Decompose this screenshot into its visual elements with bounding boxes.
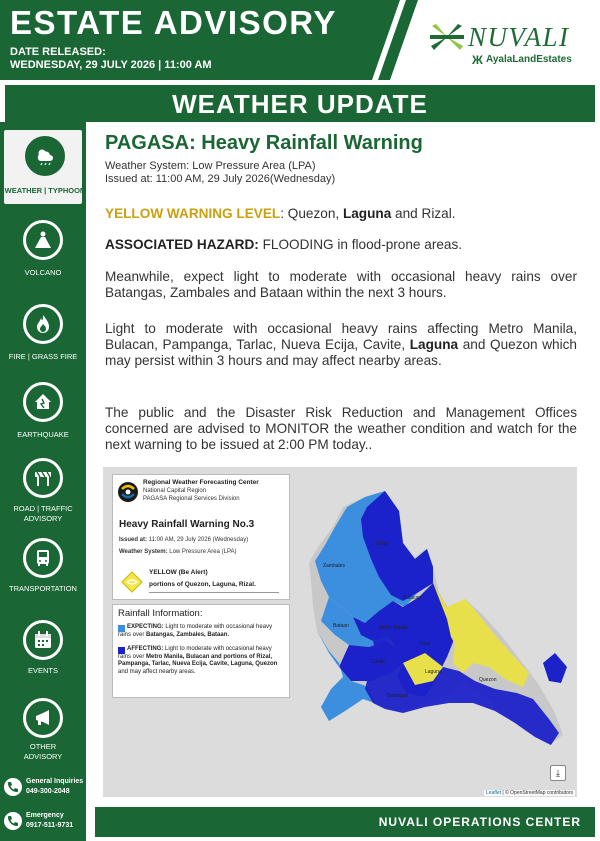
hazard-label: ASSOCIATED HAZARD: xyxy=(105,237,259,252)
contact-general-title: General Inquiries xyxy=(26,778,84,785)
forecast-division: PAGASA Regional Services Division xyxy=(143,496,240,502)
para-light-bold: Laguna xyxy=(409,337,459,352)
affecting-label: AFFECTING: xyxy=(127,646,164,652)
sidebar-label-other: OTHER ADVISORY xyxy=(23,742,63,761)
advisory-content xyxy=(95,122,595,805)
expecting-label: EXPECTING: xyxy=(127,624,164,630)
download-icon[interactable]: ⤓ xyxy=(550,765,566,781)
hazard-text: FLOODING in flood-prone areas. xyxy=(258,237,463,252)
sidebar-label-road: ROAD | TRAFFIC ADVISORY xyxy=(13,504,73,523)
rainfall-info-title: Rainfall Information: xyxy=(118,608,203,619)
sidebar-label-weather: WEATHER | TYPHOON xyxy=(4,186,86,195)
sidebar-label-events: EVENTS xyxy=(27,666,58,675)
contact-emergency-title: Emergency xyxy=(26,812,64,819)
contact-emergency-number: 0917-511-9731 xyxy=(26,822,74,829)
issued-at: Issued at: 11:00 AM, 29 July 2026(Wednesday) xyxy=(105,173,336,185)
para-light-pre: Light to moderate with occasional heavy rains affecting Metro Manila, Bulacan, Pampanga, Tarlac, Nueva Ecija, Cavite, xyxy=(105,321,577,352)
rainfall-info-box xyxy=(112,604,290,698)
forecast-region: National Capital Region xyxy=(143,488,207,494)
hazard-line xyxy=(105,237,577,253)
map-issued-label: Issued at: xyxy=(119,537,148,543)
yellow-alert-desc: portions of Quezon, Laguna, Rizal. xyxy=(149,581,256,588)
yellow-alert-title: YELLOW (Be Alert) xyxy=(149,569,208,576)
sidebar-item-other[interactable] xyxy=(2,696,84,760)
expecting-bold: Batangas, Zambales, Bataan. xyxy=(146,631,230,638)
earthquake-icon xyxy=(23,382,63,422)
header-title: ESTATE ADVISORY xyxy=(10,4,337,41)
sidebar-label-earthquake: EARTHQUAKE xyxy=(17,430,69,439)
sidebar-item-transportation[interactable] xyxy=(2,536,84,596)
weather-icon xyxy=(25,136,65,176)
yellow-alert-icon xyxy=(121,571,143,593)
para-light-post: and Quezon which may persist within 3 hours and may affect nearby areas. xyxy=(105,337,577,368)
sidebar-item-earthquake[interactable] xyxy=(2,380,84,444)
volcano-icon xyxy=(23,220,63,260)
affecting-bold: Metro Manila, Bulacan and portions of Rizal, Pampanga, Tarlac, Nueva Ecija, Cavite, Laguna, Quezon xyxy=(118,653,278,667)
warning-level-label: YELLOW WARNING LEVEL xyxy=(105,206,281,221)
warning-info-box xyxy=(112,474,290,600)
phone-icon xyxy=(4,812,22,830)
sidebar-item-volcano[interactable] xyxy=(2,218,84,282)
header xyxy=(0,0,600,80)
contact-general-number: 049-300-2048 xyxy=(26,788,70,795)
map-label-metro-manila: Metro Manila xyxy=(379,625,408,631)
sidebar-item-weather[interactable] xyxy=(2,128,84,206)
affecting-post: and may affect nearby areas. xyxy=(118,668,196,675)
map-label-cavite: Cavite xyxy=(371,659,386,665)
paragraph-light xyxy=(105,321,577,369)
sidebar-item-events[interactable] xyxy=(2,618,84,678)
affecting-body: Light to moderate with occasional heavy rains over xyxy=(118,646,272,660)
banner-title: WEATHER UPDATE xyxy=(172,89,428,119)
fire-icon xyxy=(23,304,63,344)
warning-level-line xyxy=(105,206,577,222)
divider xyxy=(149,592,279,593)
warning-areas-pre: : Quezon, xyxy=(280,206,343,221)
nuvali-leaf-icon xyxy=(428,20,466,54)
sidebar-item-road[interactable] xyxy=(2,456,84,523)
map-label-batangas: Batangas xyxy=(387,693,409,699)
nuvali-logo xyxy=(428,18,588,70)
map-issued xyxy=(119,537,248,543)
contact-general[interactable] xyxy=(4,778,86,800)
affecting-text xyxy=(118,646,286,676)
release-label: DATE RELEASED: xyxy=(10,46,106,58)
map-label-bulacan: Bulacan xyxy=(403,595,422,601)
ayala-mark-icon: Ж xyxy=(472,53,483,67)
map-label-quezon: Quezon xyxy=(479,677,497,683)
rainfall-map[interactable] xyxy=(103,467,577,797)
contact-emergency[interactable] xyxy=(4,812,86,834)
road-icon xyxy=(23,458,63,498)
map-label-bataan: Bataan xyxy=(333,623,349,629)
expecting-text xyxy=(118,624,286,639)
warning-areas-post: and Rizal. xyxy=(391,206,456,221)
pagasa-logo-icon xyxy=(117,481,139,503)
calendar-icon xyxy=(23,620,63,660)
map-label-laguna: Laguna xyxy=(425,669,442,675)
sidebar xyxy=(0,122,86,841)
sidebar-item-fire[interactable] xyxy=(2,302,84,366)
paragraph-public: The public and the Disaster Risk Reduction and Management Offices concerned are advised to MONITOR the weather condition and watch for the next warning to be issued at 2:00 PM today.. xyxy=(105,405,577,452)
forecast-center-name: Regional Weather Forecasting Center xyxy=(143,479,259,486)
sidebar-label-fire: FIRE | GRASS FIRE xyxy=(8,352,78,361)
footer-text: NUVALI OPERATIONS CENTER xyxy=(378,815,581,829)
brand-sub: AyalaLandEstates xyxy=(486,54,572,65)
release-value: WEDNESDAY, 29 JULY 2026 | 11:00 AM xyxy=(10,59,212,71)
weather-update-banner xyxy=(5,82,595,122)
megaphone-icon xyxy=(23,698,63,738)
release-info xyxy=(10,46,212,72)
sidebar-label-transportation: TRANSPORTATION xyxy=(9,584,77,593)
warning-areas-bold: Laguna xyxy=(342,206,392,221)
phone-icon xyxy=(4,778,22,796)
osm-attribution: | © OpenStreetMap contributors xyxy=(501,790,573,796)
map-attribution xyxy=(484,790,575,796)
map-label-zambales: Zambales xyxy=(323,563,345,569)
bus-icon xyxy=(23,538,63,578)
map-issued-value: 11:00 AM, 29 July 2026 (Wednesday) xyxy=(147,537,249,543)
footer xyxy=(95,807,595,837)
weather-system: Weather System: Low Pressure Area (LPA) xyxy=(105,160,316,172)
map-label-tarlac: Tarlac xyxy=(375,541,389,547)
map-label-rizal: Rizal xyxy=(419,641,431,647)
map-system xyxy=(119,549,237,555)
paragraph-meanwhile: Meanwhile, expect light to moderate with occasional heavy rains over Batangas, Zambales and Bataan within the next 3 hours. xyxy=(105,269,577,300)
leaflet-link[interactable]: Leaflet xyxy=(486,790,502,796)
map-warning-title: Heavy Rainfall Warning No.3 xyxy=(119,519,255,530)
map-system-value: Low Pressure Area (LPA) xyxy=(167,549,237,555)
expecting-body: Light to moderate with occasional heavy rains over xyxy=(118,624,273,638)
map-system-label: Weather System: xyxy=(119,549,168,555)
brand-name: NUVALI xyxy=(468,22,570,52)
warning-title: PAGASA: Heavy Rainfall Warning xyxy=(105,132,423,154)
warning-meta xyxy=(105,160,335,186)
sidebar-label-volcano: VOLCANO xyxy=(24,268,62,277)
